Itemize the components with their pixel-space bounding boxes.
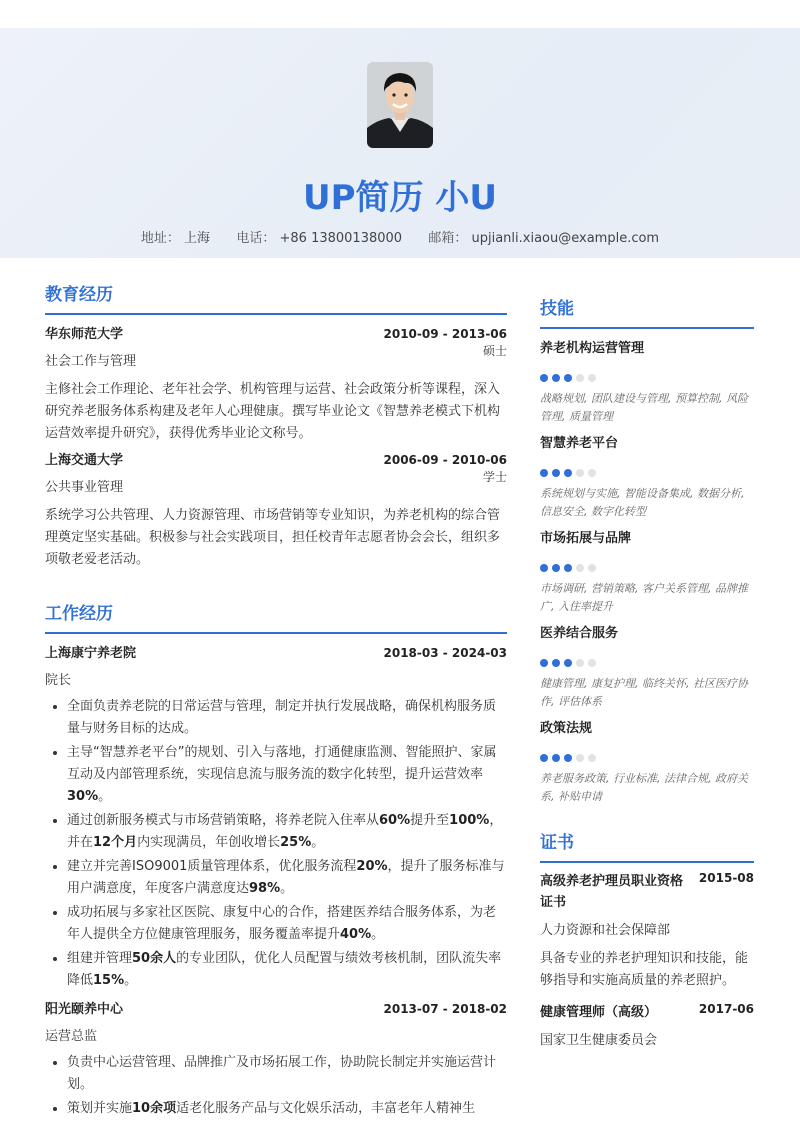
main-column	[45, 280, 507, 1122]
skill-keywords: 系统规划与实施, 智能设备集成, 数据分析, 信息安全, 数字化转型	[540, 487, 745, 518]
skill-level-dots	[540, 469, 754, 477]
work-bullet: • 全面负责养老院的日常运营与管理，制定并执行发展战略，确保机构服务质量与财务目标的达成。	[67, 696, 507, 740]
skill-keywords: 市场调研, 营销策略, 客户关系管理, 品牌推广, 入住率提升	[540, 582, 748, 613]
certificate-name: 高级养老护理员职业资格证书	[540, 874, 684, 910]
work-date: 2013-07 - 2018-02	[383, 1002, 507, 1016]
skill-name: 政策法规	[540, 721, 593, 736]
profile-photo	[367, 62, 433, 148]
certificate-date: 2017-06	[698, 1002, 754, 1016]
skill-dot-empty	[588, 659, 596, 667]
skill-dot-filled	[564, 564, 572, 572]
skill-dot-filled	[540, 659, 548, 667]
work-bullets	[45, 1052, 507, 1120]
education-description: 主修社会工作理论、老年社会学、机构管理与运营、社会政策分析等课程，深入研究养老服务体系构建及老年人心理健康。撰写毕业论文《智慧养老模式下机构运营效率提升研究》，获得优秀毕业论文称号。	[45, 382, 501, 441]
skill-dot-filled	[564, 754, 572, 762]
skill-item	[540, 527, 754, 616]
skill-dot-empty	[588, 374, 596, 382]
skill-level-dots	[540, 754, 754, 762]
work-bullet: • 策划并实施10余项适老化服务产品与文化娱乐活动，丰富老年人精神生	[67, 1098, 507, 1120]
work-section-title: 工作经历	[45, 599, 507, 634]
skill-level-dots	[540, 564, 754, 572]
work-bullet: • 负责中心运营管理、品牌推广及市场拓展工作，协助院长制定并实施运营计划。	[67, 1052, 507, 1096]
degree: 硕士	[482, 344, 507, 358]
work-item	[45, 642, 507, 992]
skill-keywords: 养老服务政策, 行业标准, 法律合规, 政府关系, 补贴申请	[540, 772, 748, 803]
skill-dot-filled	[564, 469, 572, 477]
skills-list	[540, 337, 754, 806]
candidate-name: UP简历 小U	[303, 178, 497, 218]
work-item	[45, 998, 507, 1120]
side-column	[540, 294, 754, 1048]
certificate-item	[540, 1002, 754, 1048]
school-name: 上海交通大学	[45, 453, 124, 468]
skill-dot-filled	[540, 374, 548, 382]
certificates-list	[540, 871, 754, 1048]
email-value[interactable]: upjianli.xiaou@example.com	[471, 231, 660, 246]
skill-dot-empty	[588, 754, 596, 762]
major: 社会工作与管理	[45, 354, 137, 369]
certificate-description: 具备专业的养老护理知识和技能，能够指导和实施高质量的养老照护。	[540, 951, 749, 988]
work-bullet: • 通过创新服务模式与市场营销策略，将养老院入住率从60%提升至100%，并在12个月内实现满员，年创收增长25%。	[67, 810, 507, 854]
company-name: 上海康宁养老院	[45, 646, 137, 661]
skill-level-dots	[540, 659, 754, 667]
education-item	[45, 323, 507, 445]
address-label: 地址：	[140, 231, 180, 246]
address-value: 上海	[184, 231, 211, 246]
job-title: 院长	[45, 673, 72, 688]
skill-level-dots	[540, 374, 754, 382]
skill-dot-filled	[552, 469, 560, 477]
skill-item	[540, 432, 754, 521]
skill-dot-filled	[552, 564, 560, 572]
certificate-name: 健康管理师（高级）	[540, 1005, 658, 1020]
education-date: 2006-09 - 2010-06	[383, 453, 507, 467]
skill-keywords: 战略规划, 团队建设与管理, 预算控制, 风险管理, 质量管理	[540, 392, 748, 423]
work-bullet: • 建立并完善ISO9001质量管理体系，优化服务流程20%，提升了服务标准与用户满意度，年度客户满意度达98%。	[67, 856, 507, 900]
work-bullet: • 主导“智慧养老平台”的规划、引入与落地，打通健康监测、智能照护、家属互动及内部管理系统，实现信息流与服务流的数字化转型，提升运营效率30%。	[67, 742, 507, 808]
skill-dot-filled	[552, 754, 560, 762]
skills-section-title: 技能	[540, 294, 754, 329]
work-bullets	[45, 696, 507, 992]
certificate-date: 2015-08	[698, 871, 754, 885]
education-section-title: 教育经历	[45, 280, 507, 315]
skill-dot-filled	[540, 469, 548, 477]
skill-keywords: 健康管理, 康复护理, 临终关怀, 社区医疗协作, 评估体系	[540, 677, 748, 708]
skill-dot-filled	[552, 659, 560, 667]
skill-dot-filled	[564, 374, 572, 382]
company-name: 阳光颐养中心	[45, 1002, 124, 1017]
major: 公共事业管理	[45, 480, 124, 495]
skill-item	[540, 337, 754, 426]
skill-dot-empty	[576, 754, 584, 762]
skill-dot-empty	[576, 659, 584, 667]
skill-item	[540, 622, 754, 711]
skill-dot-empty	[588, 469, 596, 477]
certificate-issuer: 国家卫生健康委员会	[540, 1033, 658, 1048]
certificate-item	[540, 871, 754, 992]
skill-name: 智慧养老平台	[540, 436, 619, 451]
skill-dot-empty	[576, 564, 584, 572]
certificate-issuer: 人力资源和社会保障部	[540, 923, 671, 938]
skill-dot-empty	[588, 564, 596, 572]
skill-dot-filled	[540, 754, 548, 762]
skill-name: 市场拓展与品牌	[540, 531, 632, 546]
skill-dot-empty	[576, 469, 584, 477]
email-label: 邮箱：	[428, 231, 468, 246]
work-date: 2018-03 - 2024-03	[383, 646, 507, 660]
skill-item	[540, 717, 754, 806]
education-description: 系统学习公共管理、人力资源管理、市场营销等专业知识，为养老机构的综合管理奠定坚实基础。积极参与社会实践项目，担任校青年志愿者协会会长，组织多项敬老爱老活动。	[45, 508, 501, 567]
skill-dot-empty	[576, 374, 584, 382]
contact-info	[0, 227, 800, 246]
education-date: 2010-09 - 2013-06	[383, 327, 507, 341]
certificates-section-title: 证书	[540, 828, 754, 863]
skill-dot-filled	[540, 564, 548, 572]
skill-dot-filled	[552, 374, 560, 382]
phone-value: +86 13800138000	[279, 231, 403, 246]
job-title: 运营总监	[45, 1029, 98, 1044]
education-item	[45, 449, 507, 571]
work-bullet: • 组建并管理50余人的专业团队，优化人员配置与绩效考核机制，团队流失率降低15%。	[67, 948, 507, 992]
school-name: 华东师范大学	[45, 327, 124, 342]
work-bullet: • 成功拓展与多家社区医院、康复中心的合作，搭建医养结合服务体系，为老年人提供全方位健康管理服务，服务覆盖率提升40%。	[67, 902, 507, 946]
skill-name: 养老机构运营管理	[540, 341, 645, 356]
degree: 学士	[482, 470, 507, 484]
phone-label: 电话：	[236, 231, 276, 246]
skill-dot-filled	[564, 659, 572, 667]
skill-name: 医养结合服务	[540, 626, 619, 641]
